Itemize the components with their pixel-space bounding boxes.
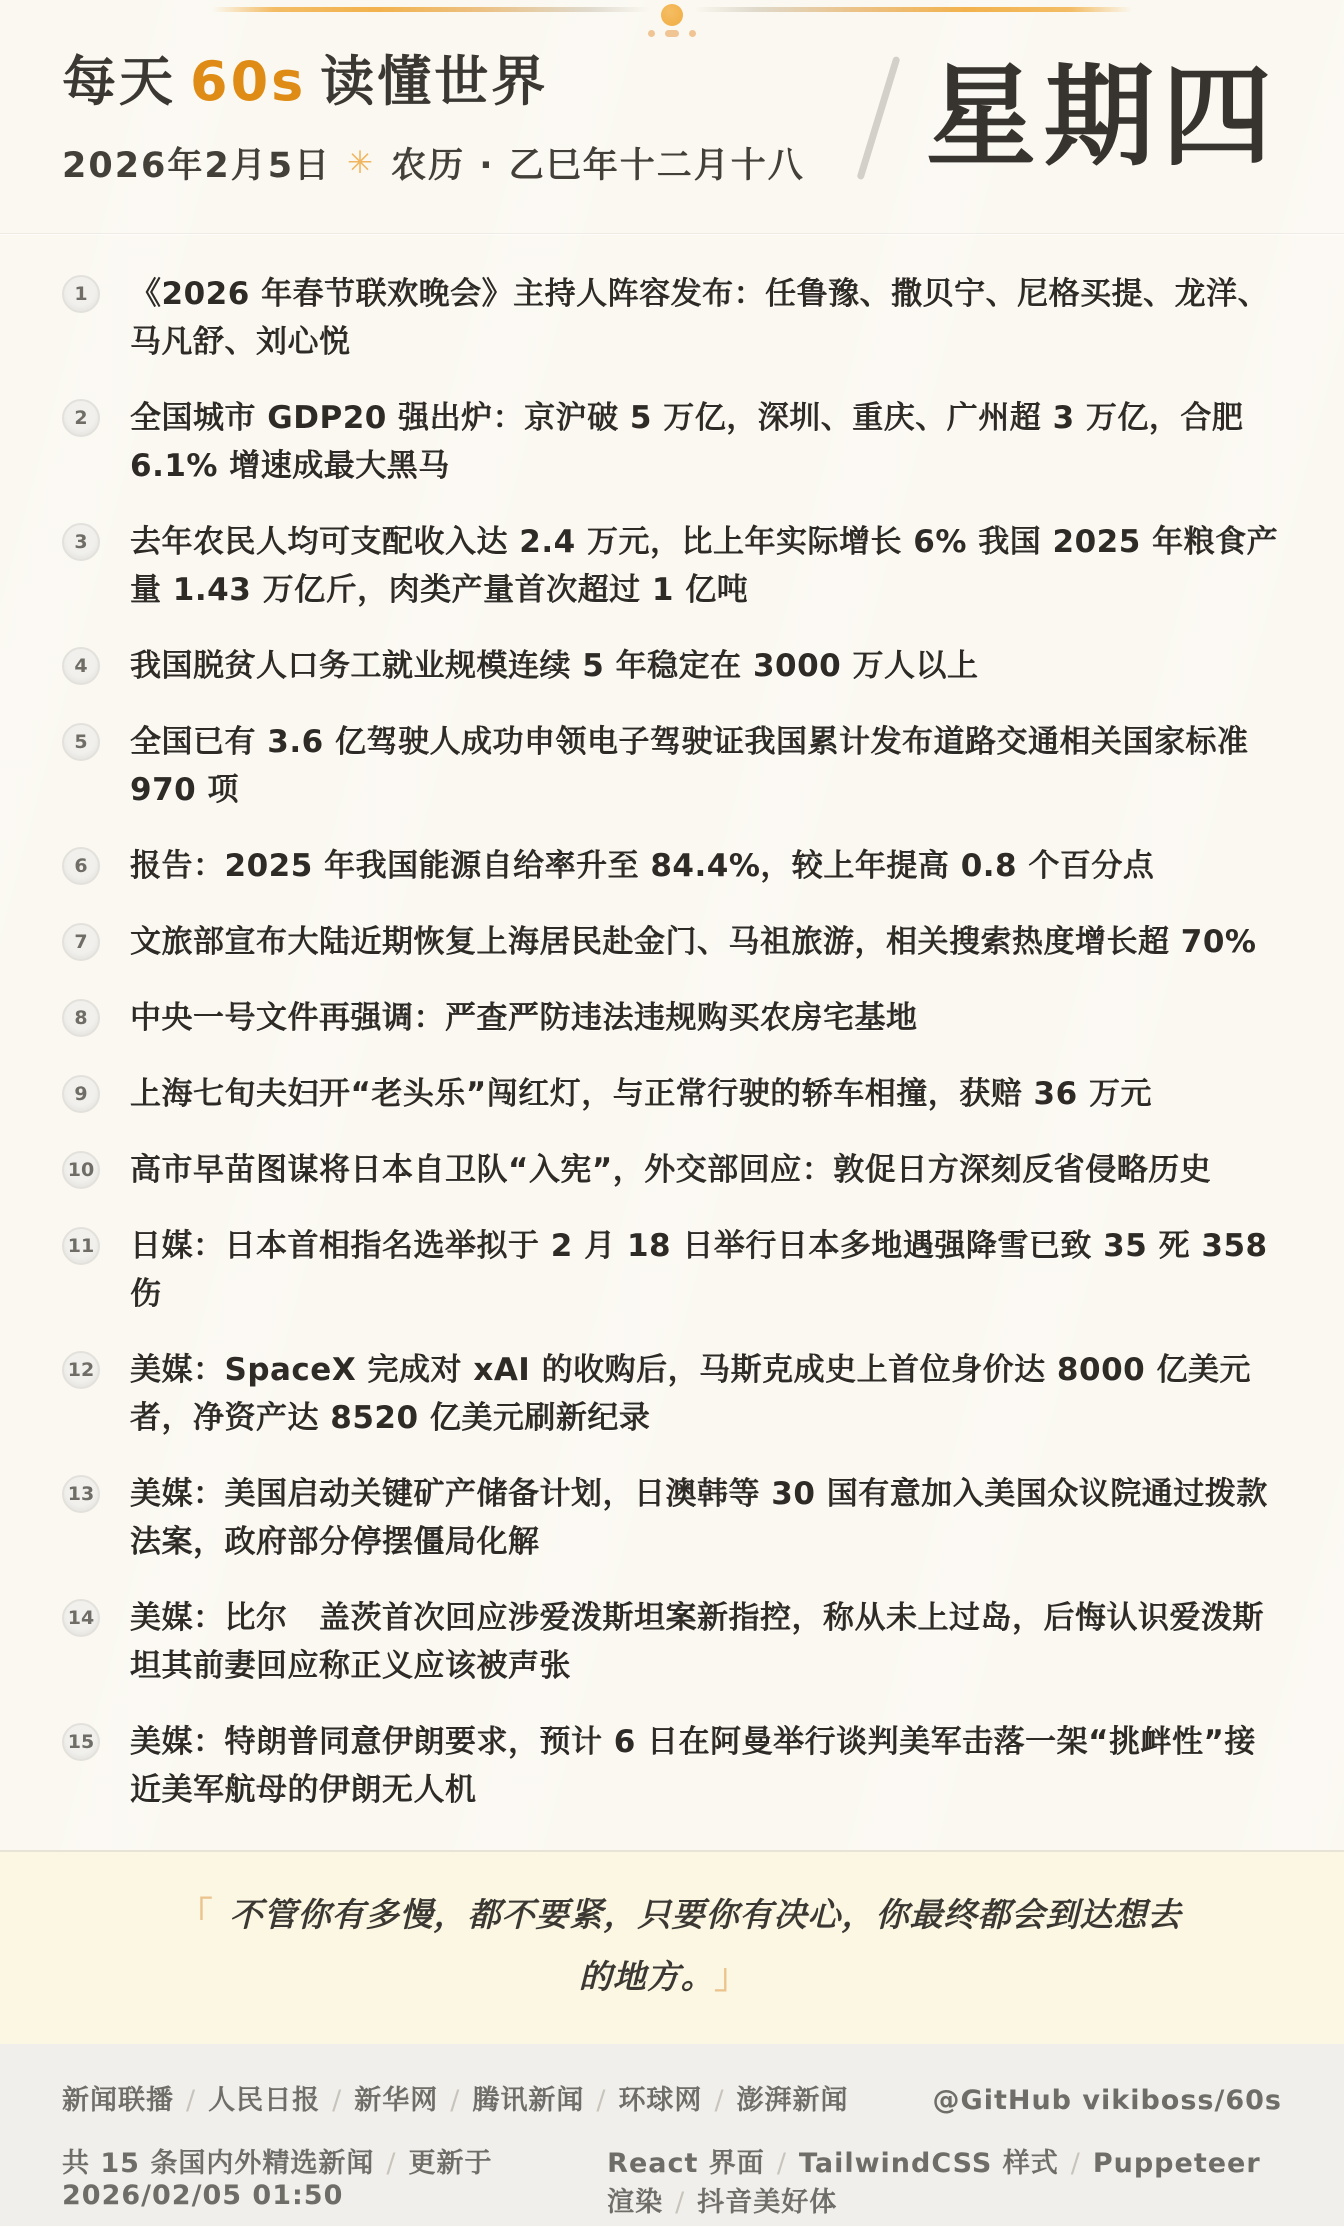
news-item-number-badge: [62, 1075, 100, 1113]
news-item: [62, 842, 1286, 890]
date-row: [62, 138, 805, 188]
news-item: [62, 1070, 1286, 1118]
separator: /: [714, 2084, 725, 2116]
news-item: [62, 918, 1286, 966]
quote-close-mark: 」: [714, 1956, 750, 1997]
news-item-number: 12: [67, 1359, 95, 1381]
footer-sources-item: 腾讯新闻: [472, 2084, 585, 2116]
news-item-text: 美媒：特朗普同意伊朗要求，预计 6 日在阿曼举行谈判美军击落一架“挑衅性”接近美军航母的伊朗无人机: [130, 1724, 1256, 1808]
news-item-number-badge: [62, 275, 100, 313]
news-item-number-badge: [62, 647, 100, 685]
news-item: [62, 1718, 1286, 1814]
header-left: [62, 52, 805, 188]
deco-line-right: [694, 7, 1132, 12]
news-item-text: 中央一号文件再强调：严查严防违法违规购买农房宅基地: [130, 1000, 918, 1036]
news-item-number-badge: [62, 723, 100, 761]
news-item-number: 4: [74, 655, 88, 677]
header-right: [875, 54, 1280, 182]
news-item-text: 高市早苗图谋将日本自卫队“入宪”，外交部回应：敦促日方深刻反省侵略历史: [130, 1152, 1212, 1188]
deco-dot: [648, 30, 655, 37]
footer-sources-item: 澎湃新闻: [736, 2084, 849, 2116]
quote-text: [150, 1884, 1194, 2008]
news-item: [62, 518, 1286, 614]
title-highlight: 60s: [190, 50, 307, 113]
news-item-number: 5: [74, 731, 88, 753]
separator: /: [450, 2084, 461, 2116]
separator: /: [776, 2147, 787, 2179]
news-item-text: 美媒：美国启动关键矿产储备计划，日澳韩等 30 国有意加入美国众议院通过拨款法案，政府部分停摆僵局化解: [130, 1476, 1268, 1560]
news-item: [62, 1594, 1286, 1690]
news-item-number-badge: [62, 1151, 100, 1189]
title-prefix: 每天: [62, 50, 176, 113]
footer-meta-item: 共 15 条国内外精选新闻: [62, 2147, 375, 2179]
lunar-date-label: 农历 · 乙巳年十二月十八: [391, 146, 805, 187]
news-item-number-badge: [62, 1351, 100, 1389]
news-item-text: 日媒：日本首相指名选举拟于 2 月 18 日举行日本多地遇强降雪已致 35 死 358 伤: [130, 1228, 1268, 1312]
footer-stack: [607, 2141, 1282, 2219]
quote-section: [0, 1850, 1344, 2044]
footer-meta: [62, 2141, 607, 2211]
quote-open-mark: 「: [178, 1894, 214, 1935]
news-item: [62, 1470, 1286, 1566]
news-list: [0, 234, 1344, 1850]
news-item: [62, 994, 1286, 1042]
footer-stack-item: React 界面: [607, 2147, 765, 2179]
footer: [0, 2044, 1344, 2226]
footer-sources: [62, 2078, 849, 2117]
news-item-number: 15: [67, 1731, 95, 1753]
news-item-text: 文旅部宣布大陆近期恢复上海居民赴金门、马祖旅游，相关搜索热度增长超 70%: [130, 924, 1257, 960]
footer-row-1: [62, 2078, 1282, 2117]
news-item-number: 7: [74, 931, 88, 953]
news-item: [62, 718, 1286, 814]
news-item: [62, 1222, 1286, 1318]
news-item-text: 美媒：SpaceX 完成对 xAI 的收购后，马斯克成史上首位身价达 8000 亿美元者，净资产达 8520 亿美元刷新纪录: [130, 1352, 1251, 1436]
news-item-number-badge: [62, 923, 100, 961]
news-item-number: 9: [74, 1083, 88, 1105]
news-item-number: 1: [74, 283, 88, 305]
github-credit: @GitHub vikiboss/60s: [932, 2084, 1282, 2116]
title-suffix: 读懂世界: [320, 50, 549, 113]
news-item-number: 10: [67, 1159, 95, 1181]
news-item-text: 美媒：比尔 盖茨首次回应涉爱泼斯坦案新指控，称从未上过岛，后悔认识爱泼斯坦其前妻回应称正义应该被声张: [130, 1600, 1264, 1684]
news-item: [62, 1146, 1286, 1194]
news-item-number-badge: [62, 1723, 100, 1761]
news-item-text: 全国城市 GDP20 强出炉：京沪破 5 万亿，深圳、重庆、广州超 3 万亿，合肥 6.1% 增速成最大黑马: [130, 400, 1244, 484]
news-item-text: 全国已有 3.6 亿驾驶人成功申领电子驾驶证我国累计发布道路交通相关国家标准 970 项: [130, 724, 1249, 808]
deco-dash: [665, 30, 679, 37]
deco-dot: [689, 30, 696, 37]
separator: /: [675, 2186, 686, 2218]
news-item-number: 8: [74, 1007, 88, 1029]
news-item-number-badge: [62, 847, 100, 885]
footer-meta-item: 更新于 2026/02/05 01:50: [62, 2147, 493, 2211]
news-item: [62, 270, 1286, 366]
asterisk-icon: ✳: [347, 144, 376, 181]
news-item-number: 3: [74, 531, 88, 553]
separator: /: [596, 2084, 607, 2116]
news-item-number-badge: [62, 1475, 100, 1513]
news-item-number: 2: [74, 407, 88, 429]
deco-line-left: [212, 7, 650, 12]
footer-stack-item: TailwindCSS 样式: [798, 2147, 1059, 2179]
footer-row-2: [62, 2141, 1282, 2219]
date-label: 2026年2月5日: [62, 146, 332, 187]
slash-divider: [856, 56, 900, 180]
separator: /: [332, 2084, 343, 2116]
news-item: [62, 394, 1286, 490]
separator: /: [386, 2147, 397, 2179]
footer-sources-item: 环球网: [618, 2084, 703, 2116]
separator: /: [186, 2084, 197, 2116]
news-item-number: 13: [67, 1483, 95, 1505]
news-item-number: 6: [74, 855, 88, 877]
footer-sources-item: 人民日报: [208, 2084, 321, 2116]
footer-stack-item: Puppeteer 渲染: [607, 2147, 1261, 2218]
news-item-number-badge: [62, 1599, 100, 1637]
news-item-text: 去年农民人均可支配收入达 2.4 万元，比上年实际增长 6% 我国 2025 年粮食产量 1.43 万亿斤，肉类产量首次超过 1 亿吨: [130, 524, 1279, 608]
news-item: [62, 1346, 1286, 1442]
news-item-text: 上海七旬夫妇开“老头乐”闯红灯，与正常行驶的轿车相撞，获赔 36 万元: [130, 1076, 1152, 1112]
weekday-label: 星期四: [926, 53, 1280, 182]
news-item-number: 14: [67, 1607, 95, 1629]
news-item-text: 我国脱贫人口务工就业规模连续 5 年稳定在 3000 万人以上: [130, 648, 979, 684]
quote-body: 不管你有多慢，都不要紧，只要你有决心，你最终都会到达想去的地方。: [229, 1894, 1182, 1996]
deco-dots: [648, 30, 696, 37]
news-item-text: 《2026 年春节联欢晚会》主持人阵容发布：任鲁豫、撒贝宁、尼格买提、龙洋、马凡舒、刘心悦: [130, 276, 1270, 360]
deco-circle-icon: [661, 4, 683, 26]
news-item-number: 11: [67, 1235, 95, 1257]
top-decoration: [0, 0, 1344, 46]
separator: /: [1070, 2147, 1081, 2179]
footer-sources-item: 新华网: [354, 2084, 439, 2116]
page-title: [62, 52, 805, 111]
news-item-number-badge: [62, 399, 100, 437]
news-item-number-badge: [62, 1227, 100, 1265]
news-item: [62, 642, 1286, 690]
footer-sources-item: 新闻联播: [62, 2084, 174, 2116]
footer-stack-item: 抖音美好体: [697, 2186, 838, 2218]
news-item-text: 报告：2025 年我国能源自给率升至 84.4%，较上年提高 0.8 个百分点: [130, 848, 1155, 884]
news-item-number-badge: [62, 523, 100, 561]
news-item-number-badge: [62, 999, 100, 1037]
